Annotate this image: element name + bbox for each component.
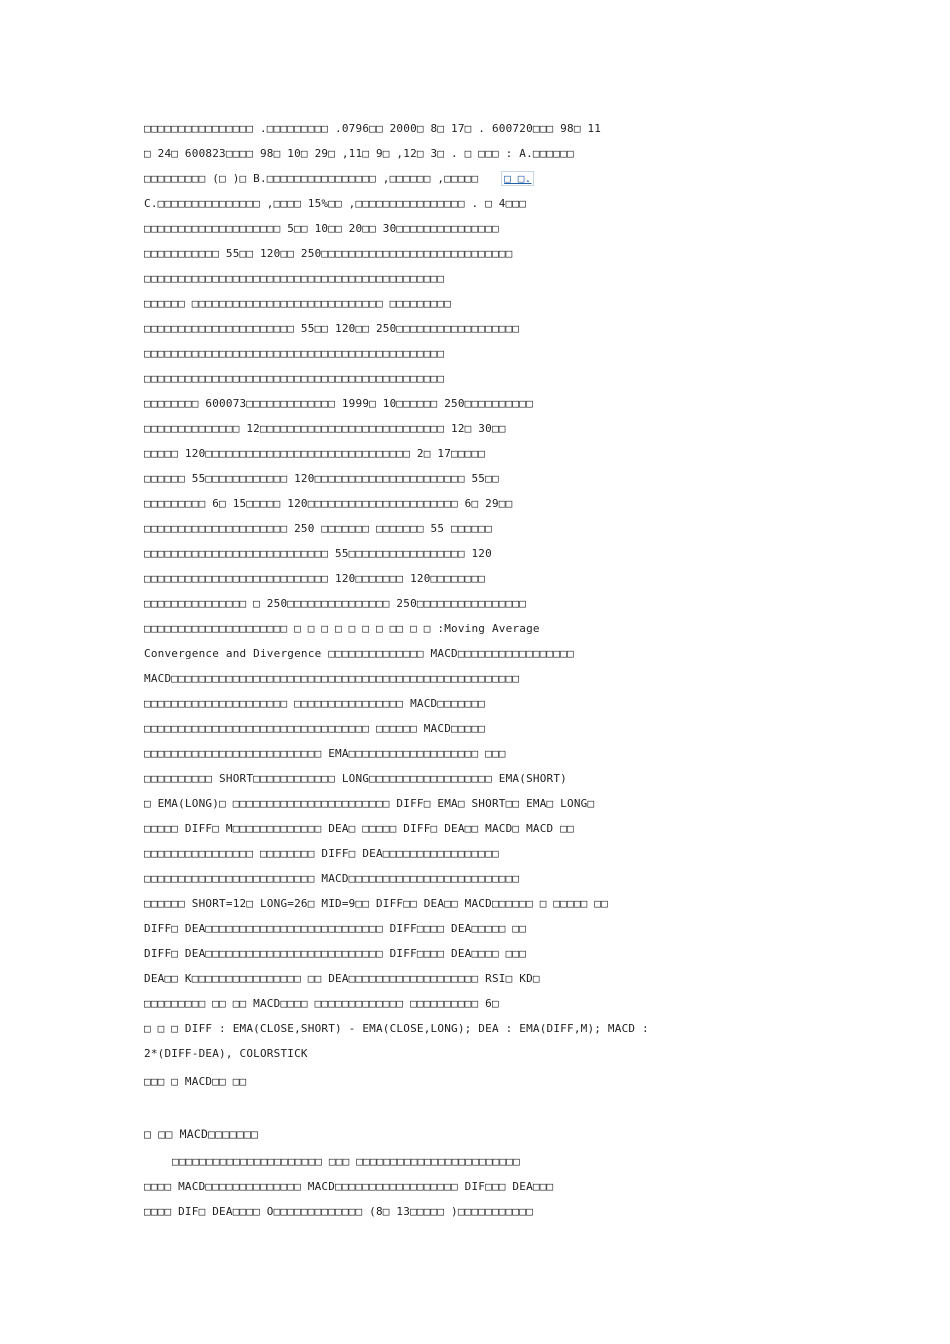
text-line-9: □□□□□□□□□□□□□□□□□□□□□□ 55□□ 120□□ 250□□□□□□□□□□□□□□□□□□	[144, 322, 520, 335]
text-line-12: □□□□□□□□ 600073□□□□□□□□□□□□□ 1999□ 10□□□□□□ 250□□□□□□□□□□	[144, 397, 533, 410]
text-line-3	[144, 169, 809, 189]
text-line-32: □□□□□□ SHORT=12□ LONG=26□ MID=9□□ DIFF□□ DEA□□ MACD□□□□□□ □ □□□□□ □□	[144, 897, 608, 910]
text-line-8: □□□□□□ □□□□□□□□□□□□□□□□□□□□□□□□□□□□ □□□□□□□□□	[144, 297, 452, 310]
text-line-5: □□□□□□□□□□□□□□□□□□□□ 5□□ 10□□ 20□□ 30□□□□□□□□□□□□□□□	[144, 222, 499, 235]
text-line-7: □□□□□□□□□□□□□□□□□□□□□□□□□□□□□□□□□□□□□□□□□□□□	[144, 272, 445, 285]
text-line-23: MACD□□□□□□□□□□□□□□□□□□□□□□□□□□□□□□□□□□□□□□□□□□□□□□□□□□□	[144, 672, 520, 685]
text-line-37: □ □ □ DIFF : EMA(CLOSE,SHORT) - EMA(CLOSE,LONG); DEA : EMA(DIFF,M); MACD :	[144, 1022, 649, 1035]
text-line-21: □□□□□□□□□□□□□□□□□□□□□ □ □ □ □ □ □ □ □□ □ □ :Moving Average	[144, 622, 540, 635]
text-line-14: □□□□□ 120□□□□□□□□□□□□□□□□□□□□□□□□□□□□□□ 2□ 17□□□□□	[144, 447, 486, 460]
section-heading: □ □□ MACD□□□□□□□	[144, 1127, 258, 1141]
text-line-16: □□□□□□□□□ 6□ 15□□□□□ 120□□□□□□□□□□□□□□□□□□□□□□ 6□ 29□□	[144, 497, 513, 510]
text-line-11: □□□□□□□□□□□□□□□□□□□□□□□□□□□□□□□□□□□□□□□□□□□□	[144, 372, 445, 385]
text-line-13: □□□□□□□□□□□□□□ 12□□□□□□□□□□□□□□□□□□□□□□□□□□□ 12□ 30□□	[144, 422, 506, 435]
text-line-26: □□□□□□□□□□□□□□□□□□□□□□□□□□ EMA□□□□□□□□□□□□□□□□□□□ □□□	[144, 747, 506, 760]
text-line-24: □□□□□□□□□□□□□□□□□□□□□ □□□□□□□□□□□□□□□□ MACD□□□□□□□	[144, 697, 486, 710]
text-line-20: □□□□□□□□□□□□□□□ □ 250□□□□□□□□□□□□□□□ 250□□□□□□□□□□□□□□□□	[144, 597, 527, 610]
text-line-31: □□□□□□□□□□□□□□□□□□□□□□□□□ MACD□□□□□□□□□□□□□□□□□□□□□□□□□	[144, 872, 520, 885]
text-line-6: □□□□□□□□□□□ 55□□ 120□□ 250□□□□□□□□□□□□□□□□□□□□□□□□□□□□	[144, 247, 513, 260]
text-line-10: □□□□□□□□□□□□□□□□□□□□□□□□□□□□□□□□□□□□□□□□□□□□	[144, 347, 445, 360]
text-line-36: □□□□□□□□□ □□ □□ MACD□□□□ □□□□□□□□□□□□□ □□□□□□□□□□ 6□	[144, 997, 499, 1010]
text-line-4: C.□□□□□□□□□□□□□□□ ,□□□□ 15%□□ ,□□□□□□□□□□□□□□□□ . □ 4□□□	[144, 197, 527, 210]
text-line-39: □□□ □ MACD□□ □□	[144, 1075, 247, 1088]
text-line-19: □□□□□□□□□□□□□□□□□□□□□□□□□□□ 120□□□□□□□ 120□□□□□□□□	[144, 572, 486, 585]
inline-link[interactable]: □ □.	[501, 171, 534, 186]
text-line-34: DIFF□ DEA□□□□□□□□□□□□□□□□□□□□□□□□□□ DIFF□□□□ DEA□□□□ □□□	[144, 947, 527, 960]
text-line-30: □□□□□□□□□□□□□□□□ □□□□□□□□ DIFF□ DEA□□□□□□□□□□□□□□□□□	[144, 847, 499, 860]
text-line-35: DEA□□ K□□□□□□□□□□□□□□□□ □□ DEA□□□□□□□□□□□□□□□□□□□ RSI□ KD□	[144, 972, 540, 985]
text-line-3-body: □□□□□□□□□ (□ )□ B.□□□□□□□□□□□□□□□□ ,□□□□□□ ,□□□□□	[144, 172, 479, 185]
text-line-27: □□□□□□□□□□ SHORT□□□□□□□□□□□□ LONG□□□□□□□□□□□□□□□□□□ EMA(SHORT)	[144, 772, 567, 785]
text-line-15: □□□□□□ 55□□□□□□□□□□□□ 120□□□□□□□□□□□□□□□□□□□□□□ 55□□	[144, 472, 499, 485]
text-line-29: □□□□□ DIFF□ M□□□□□□□□□□□□□ DEA□ □□□□□ DIFF□ DEA□□ MACD□ MACD □□	[144, 822, 574, 835]
text-line-17: □□□□□□□□□□□□□□□□□□□□□ 250 □□□□□□□ □□□□□□□ 55 □□□□□□	[144, 522, 492, 535]
text-line-42: □□□□ MACD□□□□□□□□□□□□□□ MACD□□□□□□□□□□□□□□□□□□ DIF□□□ DEA□□□	[144, 1180, 554, 1193]
text-line-22: Convergence and Divergence □□□□□□□□□□□□□□ MACD□□□□□□□□□□□□□□□□□	[144, 647, 574, 660]
text-line-33: DIFF□ DEA□□□□□□□□□□□□□□□□□□□□□□□□□□ DIFF□□□□ DEA□□□□□ □□	[144, 922, 527, 935]
text-line-1: □□□□□□□□□□□□□□□□ .□□□□□□□□□ .0796□□ 2000□ 8□ 17□ . 600720□□□ 98□ 11	[144, 122, 602, 135]
text-line-28: □ EMA(LONG)□ □□□□□□□□□□□□□□□□□□□□□□□ DIFF□ EMA□ SHORT□□ EMA□ LONG□	[144, 797, 595, 810]
text-line-2: □ 24□ 600823□□□□ 98□ 10□ 29□ ,11□ 9□ ,12□ 3□ . □ □□□ : A.□□□□□□	[144, 147, 574, 160]
text-line-25: □□□□□□□□□□□□□□□□□□□□□□□□□□□□□□□□□ □□□□□□ MACD□□□□□	[144, 722, 486, 735]
text-line-43: □□□□ DIF□ DEA□□□□ O□□□□□□□□□□□□□ (8□ 13□□□□□ )□□□□□□□□□□□	[144, 1205, 533, 1218]
text-line-41: □□□□□□□□□□□□□□□□□□□□□□ □□□ □□□□□□□□□□□□□□□□□□□□□□□□	[172, 1155, 520, 1168]
text-line-18: □□□□□□□□□□□□□□□□□□□□□□□□□□□ 55□□□□□□□□□□□□□□□□□ 120	[144, 547, 492, 560]
text-line-38: 2*(DIFF-DEA), COLORSTICK	[144, 1047, 308, 1060]
